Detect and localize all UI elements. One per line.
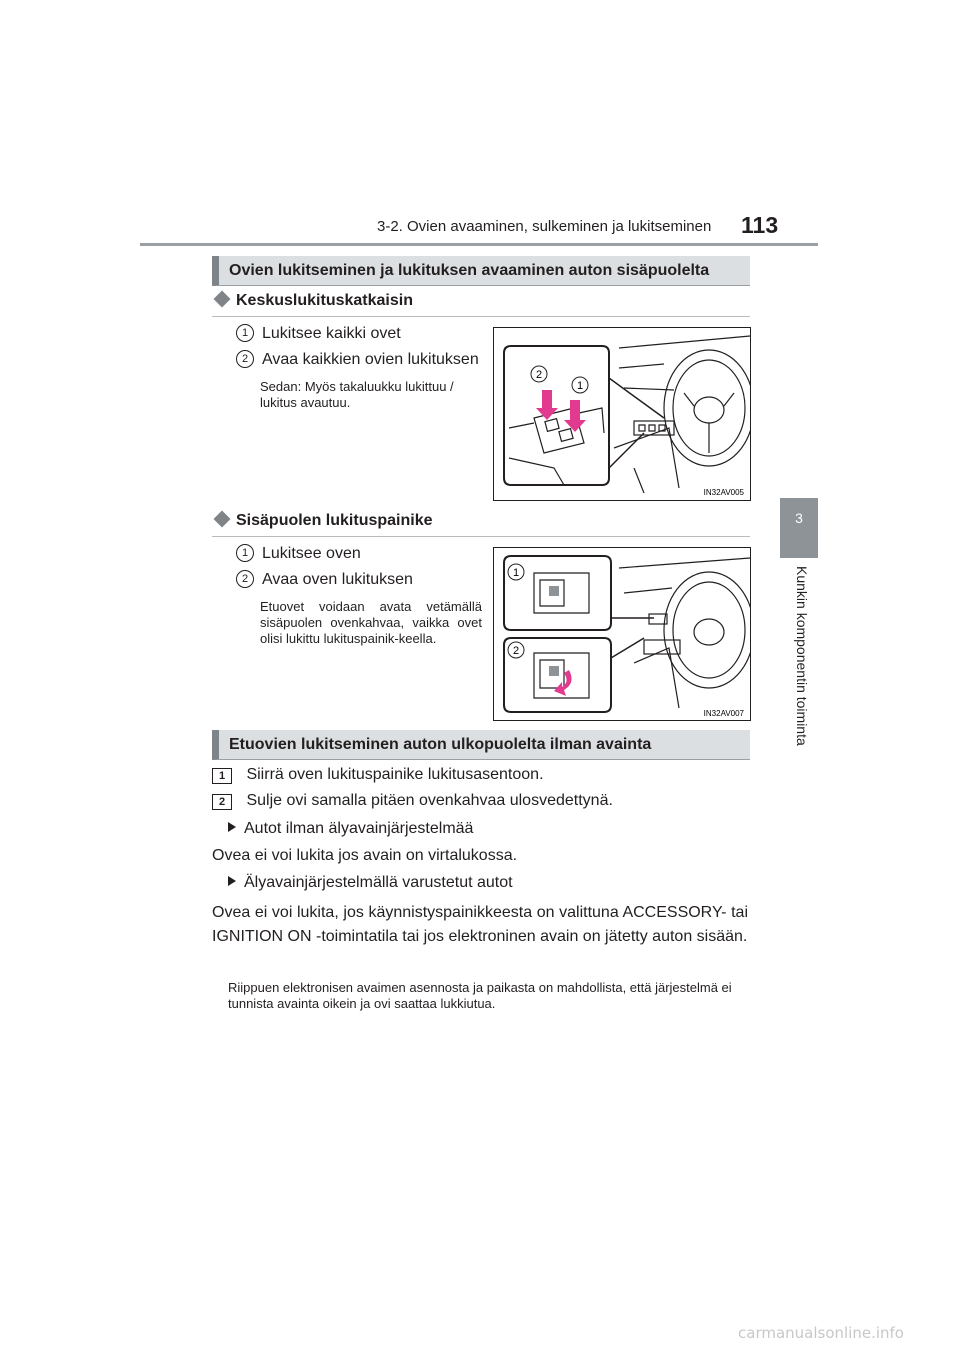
- list-item-text: Avaa kaikkien ovien lukituksen: [262, 351, 479, 368]
- case-text: Ovea ei voi lukita jos avain on virtalukossa.: [212, 847, 518, 864]
- case-label-text: Autot ilman älyavainjärjestelmää: [244, 820, 474, 837]
- callout-label: 2: [535, 369, 543, 381]
- figure-id: IN32AV005: [703, 488, 744, 497]
- step-text: Sulje ovi samalla pitäen ovenkahvaa ulosvedettynä.: [246, 792, 613, 809]
- section-heading-outside: Etuovien lukitseminen auton ulkopuolelta ilman avainta: [212, 730, 750, 760]
- case-label-text: Älyavainjärjestelmällä varustetut autot: [244, 874, 513, 891]
- triangle-bullet-icon: [228, 822, 236, 832]
- chapter-title: Kunkin komponentin toiminta: [794, 566, 810, 746]
- step-item: [212, 792, 613, 810]
- callout-label: 1: [512, 567, 520, 579]
- case-text: Ovea ei voi lukita, jos käynnistyspainikkeesta on valittuna ACCESSORY- tai IGNITION ON -toimintatila tai jos elektroninen avain on jätetty auton sisään.: [212, 904, 748, 945]
- diamond-icon: [214, 511, 231, 528]
- header-rule: [140, 243, 818, 246]
- chapter-tab: [780, 498, 818, 558]
- note-text: Riippuen elektronisen avaimen asennosta ja paikasta on mahdollista, että järjestelmä ei tunnista avainta oikein ja ovi saattaa lukkiutua.: [228, 980, 732, 1011]
- list-item: [236, 350, 479, 369]
- section-heading-inside: Ovien lukitseminen ja lukituksen avaaminen auton sisäpuolelta: [212, 256, 750, 286]
- figure-inside-lock-button: [493, 547, 751, 721]
- number-circle: 1: [236, 544, 254, 562]
- list-item-text: Avaa oven lukituksen: [262, 571, 413, 588]
- triangle-bullet-icon: [228, 876, 236, 886]
- page-number: 113: [741, 212, 779, 238]
- callout-label: 1: [576, 380, 584, 392]
- dashboard-illustration: [494, 328, 750, 500]
- arrow-icon: [536, 390, 558, 420]
- watermark: carmanualsonline.info: [738, 1324, 904, 1342]
- list-item-text: Lukitsee oven: [262, 545, 361, 562]
- subheading-inside-lock-button-label: Sisäpuolen lukituspainike: [236, 512, 433, 529]
- list-item: [236, 544, 361, 563]
- step-number-box: 2: [212, 794, 232, 810]
- number-circle: 2: [236, 350, 254, 368]
- door-handle-illustration: [494, 548, 750, 720]
- arrow-icon: [564, 400, 586, 432]
- number-circle: 1: [236, 324, 254, 342]
- running-header: 3-2. Ovien avaaminen, sulkeminen ja lukitseminen: [377, 218, 712, 235]
- note-text: Etuovet voidaan avata vetämällä sisäpuolen ovenkahvaa, vaikka ovet olisi lukittu lukituspainik-keella.: [260, 599, 482, 646]
- diamond-icon: [214, 291, 231, 308]
- step-text: Siirrä oven lukituspainike lukitusasentoon.: [246, 766, 544, 783]
- step-number-box: 1: [212, 768, 232, 784]
- subheading-central-lock-label: Keskuslukituskatkaisin: [236, 292, 413, 309]
- figure-central-lock-switch: [493, 327, 751, 501]
- chapter-number: 3: [795, 510, 803, 526]
- note-text: Sedan: Myös takaluukku lukittuu / lukitus avautuu.: [260, 379, 454, 410]
- number-circle: 2: [236, 570, 254, 588]
- callout-label: 2: [512, 645, 520, 657]
- step-item: [212, 766, 544, 784]
- figure-id: IN32AV007: [703, 709, 744, 718]
- case-label: [228, 874, 513, 892]
- list-item-text: Lukitsee kaikki ovet: [262, 325, 401, 342]
- list-item: [236, 570, 413, 589]
- case-label: [228, 820, 473, 838]
- subheading-central-lock: [212, 292, 750, 317]
- list-item: [236, 324, 401, 343]
- subheading-inside-lock-button: [212, 512, 750, 537]
